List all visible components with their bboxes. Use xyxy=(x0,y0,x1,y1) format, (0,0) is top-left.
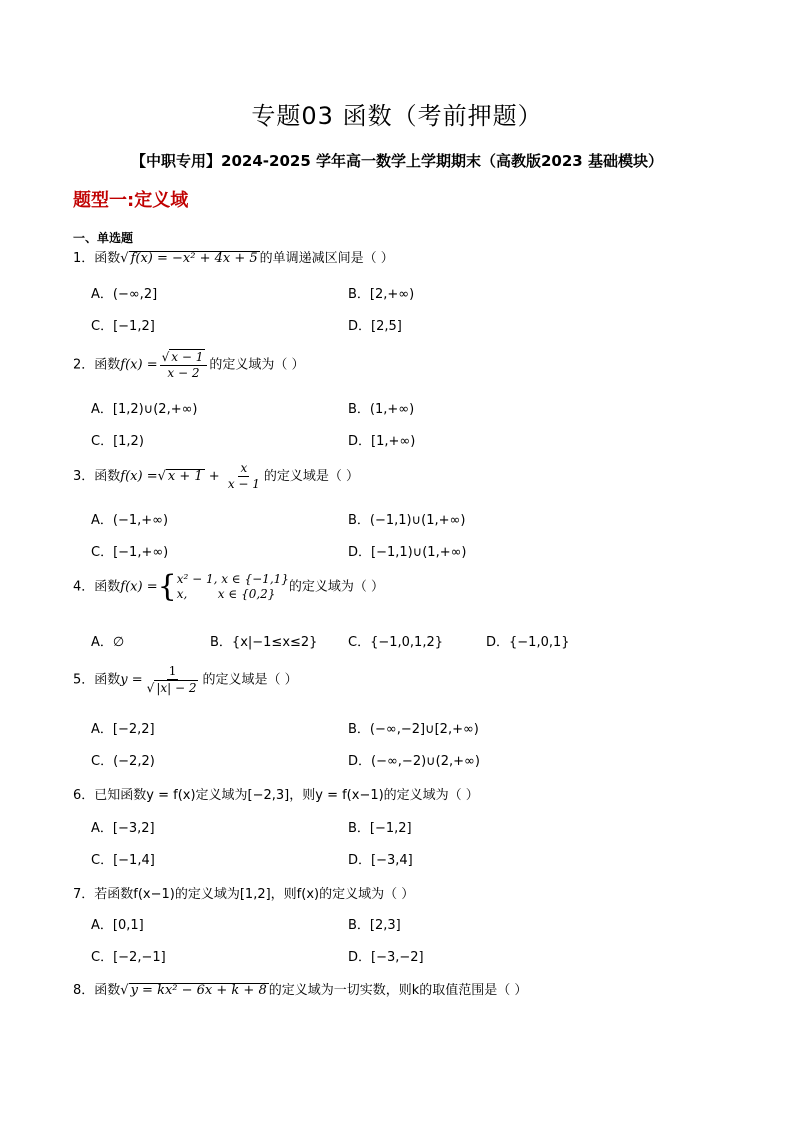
question-6-option-c[interactable]: C．[−1,4] xyxy=(91,853,155,868)
question-3-option-b[interactable]: B．(−1,1)∪(1,+∞) xyxy=(348,513,466,528)
question-3-option-d[interactable]: D．[−1,1)∪(1,+∞) xyxy=(348,545,467,560)
question-5-option-d[interactable]: D．(−∞,−2)∪(2,+∞) xyxy=(348,754,480,769)
question-8-stem: 8．函数√ y = kx² − 6x + k + 8 的定义域为一切实数，则k的取值范围是（ ） xyxy=(73,983,528,998)
question-6-stem: 6．已知函数y = f(x)定义域为[−2,3]，则y = f(x−1)的定义域为（ ） xyxy=(73,788,479,803)
question-7-option-d[interactable]: D．[−3,−2] xyxy=(348,950,424,965)
question-4-option-d[interactable]: D．{−1,0,1} xyxy=(486,635,570,650)
question-8-formula: y = kx² − 6x + k + 8 xyxy=(130,983,267,998)
question-6-option-d[interactable]: D．[−3,4] xyxy=(348,853,413,868)
section-heading: 题型一:定义域 xyxy=(73,190,189,211)
question-6-option-a[interactable]: A．[−3,2] xyxy=(91,821,155,836)
question-5-fraction: $\frac{1}{√ |x| - 2}$ xyxy=(146,664,197,695)
question-1-option-c[interactable]: C．[−1,2] xyxy=(91,319,155,334)
question-2-fraction: $\frac{√ x - 1}{x - 2}$ xyxy=(160,349,208,381)
question-6-option-b[interactable]: B．[−1,2] xyxy=(348,821,412,836)
question-type-heading: 一、单选题 xyxy=(73,231,134,245)
question-3-stem: 3．函数f(x) =√ x + 1 + $\frac{x}{x - 1}$ 的定义域是（ ） xyxy=(73,461,360,491)
question-1-option-b[interactable]: B．[2,+∞) xyxy=(348,287,415,302)
question-7-stem: 7．若函数f(x−1)的定义域为[1,2]，则f(x)的定义域为（ ） xyxy=(73,887,415,902)
question-2-option-b[interactable]: B．(1,+∞) xyxy=(348,402,415,417)
question-7-option-a[interactable]: A．[0,1] xyxy=(91,918,144,933)
question-4-option-c[interactable]: C．{−1,0,1,2} xyxy=(348,635,443,650)
question-5-option-b[interactable]: B．(−∞,−2]∪[2,+∞) xyxy=(348,722,479,737)
question-2-stem: 2．函数f(x) = $\frac{√ x - 1}{x - 2}$ 的定义域为（ ） xyxy=(73,350,305,380)
question-1-option-d[interactable]: D．[2,5] xyxy=(348,319,402,334)
question-4-stem: 4．函数f(x) ={ x² − 1, x ∈ {−1,1} x, x ∈ {0,2} 的定义域为（ ） xyxy=(73,569,385,604)
question-7-option-b[interactable]: B．[2,3] xyxy=(348,918,401,933)
question-4-piecewise: x² − 1, x ∈ {−1,1} x, x ∈ {0,2} xyxy=(176,572,289,601)
question-7-option-c[interactable]: C．[−2,−1] xyxy=(91,950,166,965)
question-4-option-b[interactable]: B．{x|−1≤x≤2} xyxy=(210,635,318,650)
question-1-formula: f(x) = −x² + 4x + 5 xyxy=(130,251,258,266)
page-subtitle: 【中职专用】2024-2025 学年高一数学上学期期末（高教版2023 基础模块） xyxy=(131,152,663,170)
question-5-stem: 5．函数y = $\frac{1}{√ |x| - 2}$ 的定义域是（ ） xyxy=(73,664,298,695)
question-1-option-a[interactable]: A．(−∞,2] xyxy=(91,287,158,302)
question-2-option-d[interactable]: D．[1,+∞) xyxy=(348,434,416,449)
question-5-option-c[interactable]: C．(−2,2) xyxy=(91,754,155,769)
question-2-option-a[interactable]: A．[1,2)∪(2,+∞) xyxy=(91,402,198,417)
question-3-option-a[interactable]: A．(−1,+∞) xyxy=(91,513,169,528)
question-2-option-c[interactable]: C．[1,2) xyxy=(91,434,144,449)
question-1-stem: 1．函数√ f(x) = −x² + 4x + 5 的单调递减区间是（ ） xyxy=(73,251,394,266)
page-title: 专题03 函数（考前押题） xyxy=(251,102,543,130)
question-3-fraction: $\frac{x}{x - 1}$ xyxy=(227,461,260,491)
question-3-option-c[interactable]: C．[−1,+∞) xyxy=(91,545,169,560)
question-5-option-a[interactable]: A．[−2,2] xyxy=(91,722,155,737)
question-4-option-a[interactable]: A．∅ xyxy=(91,635,125,650)
